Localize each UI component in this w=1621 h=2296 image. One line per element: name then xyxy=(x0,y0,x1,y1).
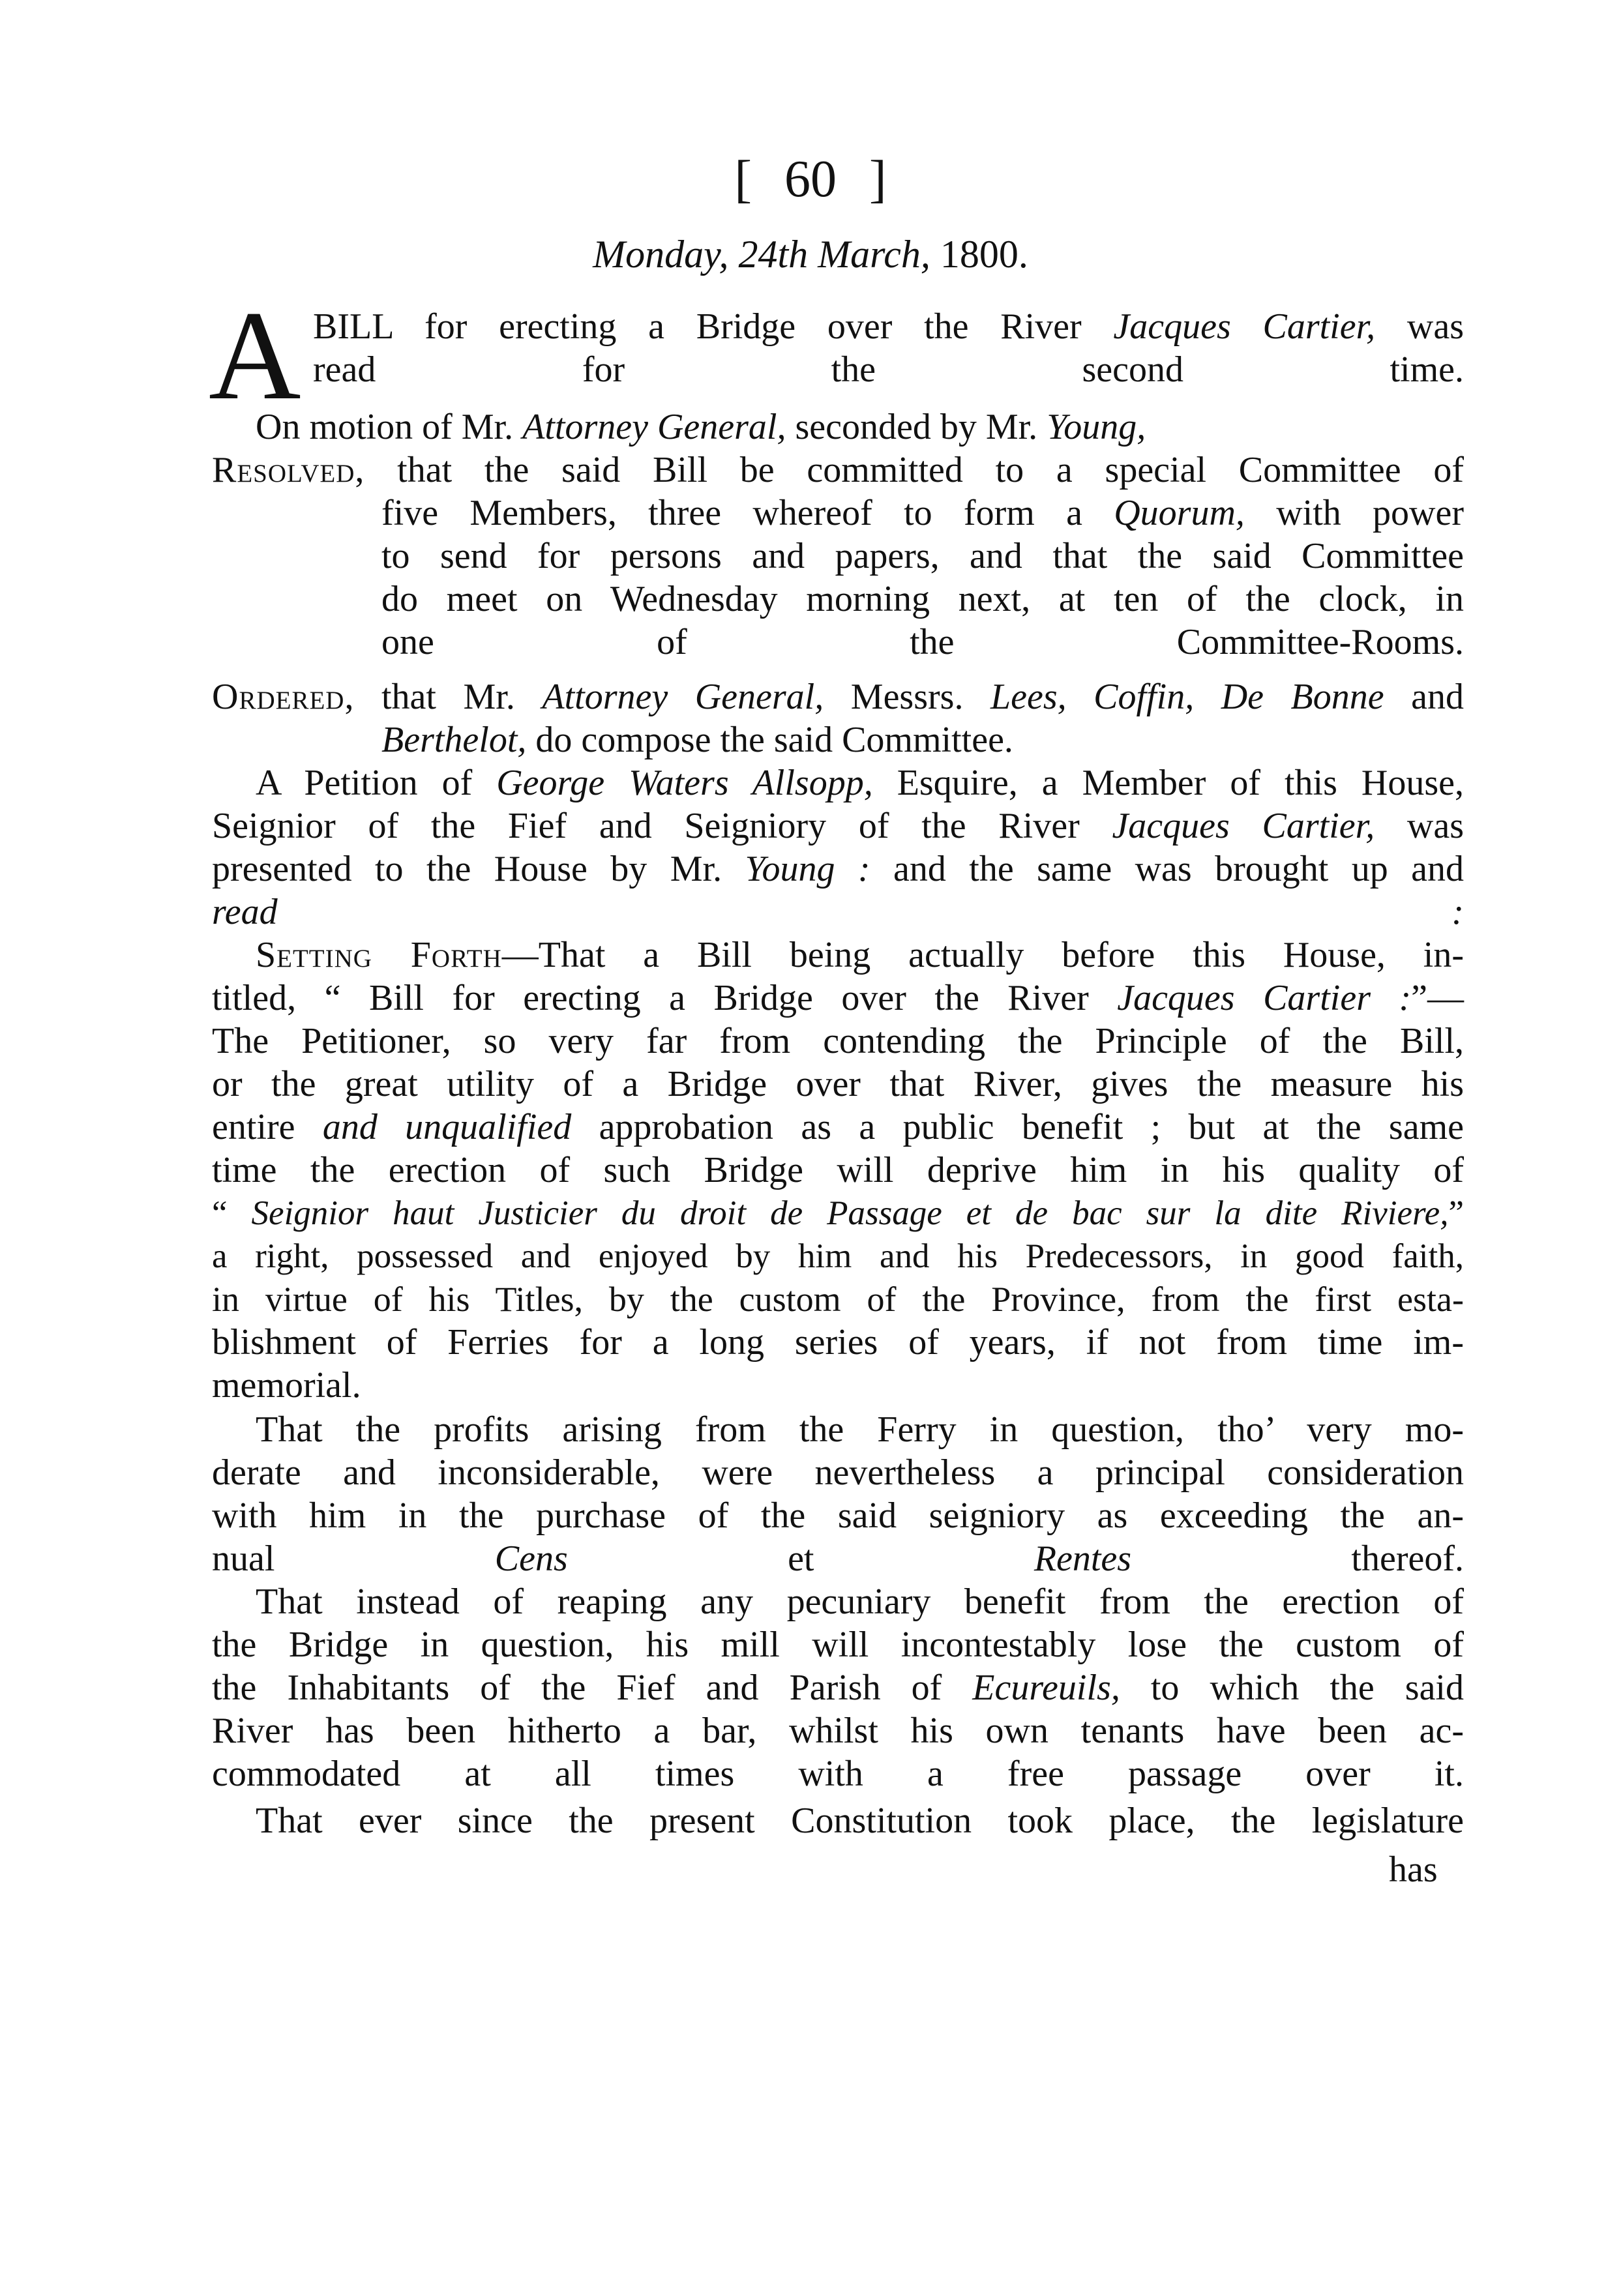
text-run: ” xyxy=(1448,1194,1464,1232)
text-line xyxy=(212,890,1464,934)
dateline-day: Monday, xyxy=(593,233,729,276)
text-run: That the profits arising from the Ferry in question, tho’ very mo- xyxy=(256,1409,1464,1450)
text-run: with him in the purchase of the said seigniory as exceeding the an- xyxy=(212,1495,1464,1536)
text-run: read for the second time. xyxy=(313,349,1464,390)
text-run: —That a Bill being actually before this House, in- xyxy=(501,935,1465,975)
text-line xyxy=(256,405,1146,449)
text-line xyxy=(381,492,1464,535)
text-line xyxy=(212,1752,1464,1795)
text-run: River has been hitherto a bar, whilst his own tenants have been ac- xyxy=(212,1711,1464,1751)
text-run: in virtue of his Titles, by the custom of the Province, from the first esta- xyxy=(212,1280,1464,1319)
text-line xyxy=(212,1494,1464,1537)
text-run: nual xyxy=(212,1538,495,1579)
text-line xyxy=(212,1235,1464,1278)
italic-run: George Waters Allsopp, xyxy=(496,763,873,803)
text-run: blishment of Ferries for a long series of years, if not from time im- xyxy=(212,1322,1464,1362)
text-run: five Members, three whereof to form a xyxy=(381,493,1114,533)
text-line xyxy=(212,1020,1464,1063)
text-run: Messrs. xyxy=(824,677,990,717)
italic-run: Young, xyxy=(1047,407,1146,447)
text-line xyxy=(212,1149,1464,1192)
text-line xyxy=(212,1537,1464,1580)
italic-run: Rentes xyxy=(1034,1538,1132,1579)
setting-forth-paragraph xyxy=(212,934,1464,1407)
text-line xyxy=(212,977,1464,1020)
text-line xyxy=(212,1106,1464,1149)
italic-run: Jacques Cartier, xyxy=(1112,806,1375,846)
italic-run: Ecureuils, xyxy=(972,1668,1120,1708)
italic-run: Jacques Cartier : xyxy=(1117,978,1412,1018)
text-run: time the erection of such Bridge will deprive him in his quality of xyxy=(212,1150,1464,1190)
italic-run: Young : xyxy=(745,849,870,889)
text-line xyxy=(212,804,1464,847)
text-line xyxy=(313,348,1464,391)
text-line xyxy=(212,1623,1464,1666)
italic-run: Lees, Coffin, De Bonne xyxy=(990,677,1384,717)
instead-paragraph xyxy=(212,1580,1464,1795)
text-run: and xyxy=(1384,677,1464,717)
italic-run: Attorney General, xyxy=(542,677,824,717)
small-caps-lead: Resolved, xyxy=(212,450,365,490)
text-run: that the said Bill be committed to a special Committee of xyxy=(364,450,1464,490)
dateline xyxy=(0,231,1621,277)
text-run: the Inhabitants of the Fief and Parish of xyxy=(212,1668,973,1708)
resolved-indented-block xyxy=(381,492,1464,664)
text-line xyxy=(212,675,1464,718)
text-run: approbation as a public benefit ; but at the same xyxy=(571,1107,1464,1147)
drop-cap: A xyxy=(209,285,301,426)
text-line xyxy=(212,1192,1464,1235)
text-line xyxy=(256,1799,1464,1842)
bill-paragraph xyxy=(313,305,1464,391)
text-run: was xyxy=(1375,806,1464,846)
constitution-paragraph xyxy=(256,1799,1464,1842)
text-run: titled, “ Bill for erecting a Bridge over the River xyxy=(212,978,1118,1018)
dateline-year: 1800. xyxy=(940,233,1028,276)
text-line xyxy=(212,847,1464,890)
small-caps-lead: Ordered, xyxy=(212,677,355,717)
text-line xyxy=(212,1408,1464,1451)
text-line xyxy=(212,449,1464,492)
text-run: to which the said xyxy=(1120,1668,1464,1708)
text-line xyxy=(212,1580,1464,1623)
text-run: On motion of Mr. xyxy=(256,407,523,447)
text-run: “ xyxy=(212,1194,252,1232)
text-run: one of the Committee-Rooms. xyxy=(381,622,1464,662)
text-run: and the same was brought up and xyxy=(870,849,1465,889)
motion-paragraph xyxy=(256,405,1146,449)
small-caps-lead: Setting Forth xyxy=(256,935,502,975)
text-run: that Mr. xyxy=(354,677,543,717)
petition-paragraph xyxy=(212,761,1464,934)
text-run: was xyxy=(1375,306,1465,347)
italic-run: Attorney General, xyxy=(522,407,786,447)
text-run: thereof. xyxy=(1131,1538,1464,1579)
catchword: has xyxy=(1389,1849,1438,1890)
text-line xyxy=(381,578,1464,621)
italic-run: Berthelot, xyxy=(381,720,527,760)
ordered-indented-block xyxy=(381,718,1013,761)
text-run: A Petition of xyxy=(256,763,497,803)
text-run: Esquire, a Member of this House, xyxy=(872,763,1464,803)
text-line xyxy=(212,1364,1464,1407)
text-line xyxy=(381,535,1464,578)
text-run: entire xyxy=(212,1107,323,1147)
page-number: [ 60 ] xyxy=(734,151,887,208)
text-run: memorial. xyxy=(212,1365,361,1406)
text-run: That instead of reaping any pecuniary benefit from the erection of xyxy=(256,1582,1464,1622)
text-line xyxy=(381,621,1464,664)
italic-run: Cens xyxy=(494,1538,568,1579)
text-line xyxy=(212,1666,1464,1709)
text-run: commodated at all times with a free passage over it. xyxy=(212,1754,1464,1794)
text-line xyxy=(212,1451,1464,1494)
resolved-paragraph xyxy=(212,449,1464,492)
text-run: seconded by Mr. xyxy=(786,407,1047,447)
ordered-paragraph xyxy=(212,675,1464,718)
text-line xyxy=(212,934,1464,977)
text-run: Seignior of the Fief and Seigniory of the River xyxy=(212,806,1112,846)
italic-run: read : xyxy=(212,892,1464,932)
text-line xyxy=(212,1709,1464,1752)
italic-run: Quorum, xyxy=(1114,493,1245,533)
text-run: the Bridge in question, his mill will incontestably lose the custom of xyxy=(212,1625,1464,1665)
text-run: or the great utility of a Bridge over that River, gives the measure his xyxy=(212,1064,1464,1104)
text-run: a right, possessed and enjoyed by him and his Predecessors, in good faith, xyxy=(212,1237,1464,1275)
text-run: derate and inconsiderable, were nevertheless a principal consideration xyxy=(212,1452,1464,1493)
text-line xyxy=(381,718,1013,761)
text-run: ”— xyxy=(1411,978,1464,1018)
text-run: et xyxy=(567,1538,1034,1579)
dateline-date: 24th March, xyxy=(738,233,930,276)
italic-run: and unqualified xyxy=(322,1107,572,1147)
text-line xyxy=(212,1063,1464,1106)
italic-run: Seignior haut Justicier du droit de Passage et de bac sur la dite Riviere, xyxy=(251,1194,1449,1232)
text-line xyxy=(212,1321,1464,1364)
text-run: do compose the said Committee. xyxy=(526,720,1013,760)
text-run: do meet on Wednesday morning next, at ten of the clock, in xyxy=(381,579,1464,619)
text-run: with power xyxy=(1244,493,1465,533)
text-line xyxy=(212,761,1464,804)
profits-paragraph xyxy=(212,1408,1464,1580)
text-run: to send for persons and papers, and that the said Committee xyxy=(381,536,1464,576)
text-line xyxy=(212,1278,1464,1321)
text-run: presented to the House by Mr. xyxy=(212,849,745,889)
text-run: That ever since the present Constitution took place, the legislature xyxy=(256,1801,1464,1841)
italic-run: Jacques Cartier, xyxy=(1113,306,1376,347)
text-run: The Petitioner, so very far from contending the Principle of the Bill, xyxy=(212,1021,1464,1061)
text-line xyxy=(313,305,1464,348)
text-run: BILL for erecting a Bridge over the River xyxy=(313,306,1114,347)
